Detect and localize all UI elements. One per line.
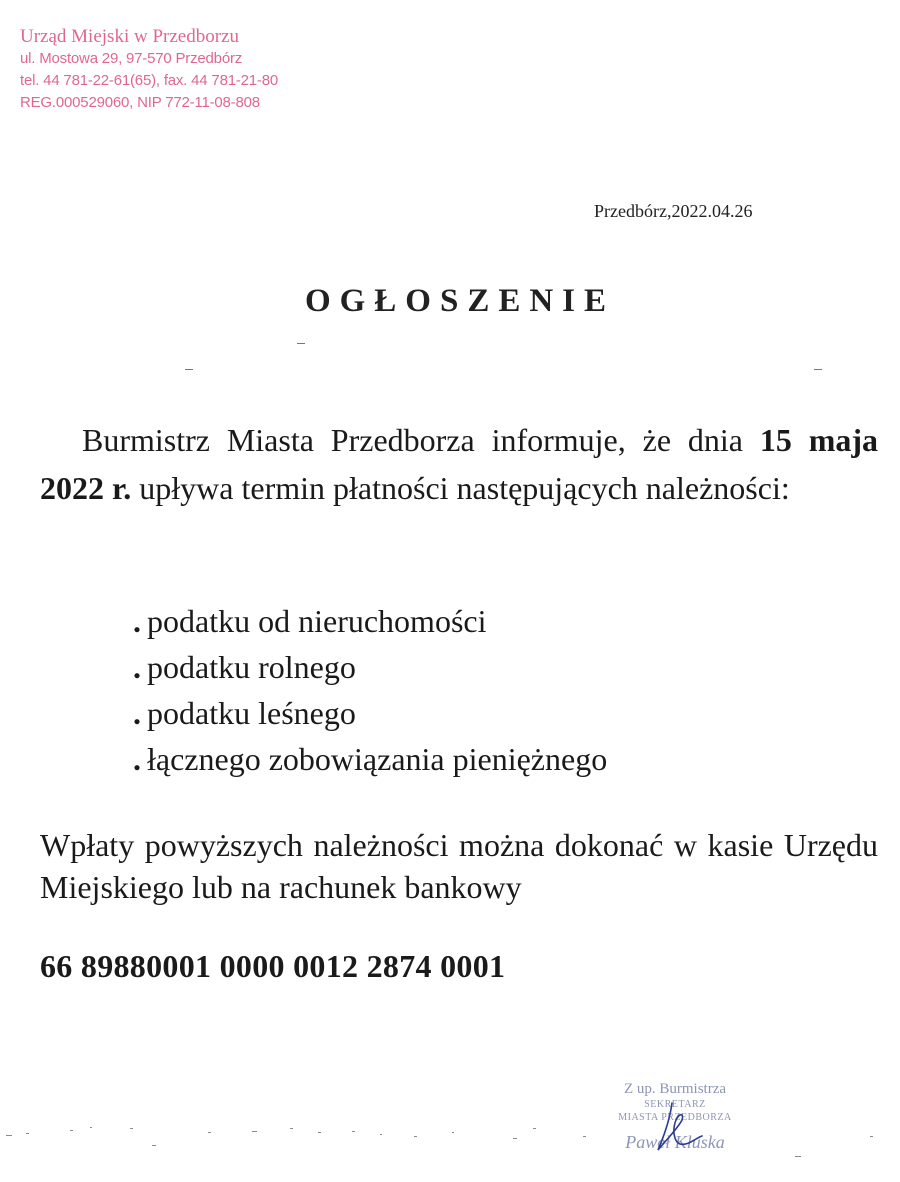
list-item-label: łącznego zobowiązania pieniężnego: [147, 741, 608, 777]
list-item-label: podatku od nieruchomości: [147, 603, 487, 639]
list-item: . podatku rolnego: [133, 649, 356, 685]
list-item: . podatku leśnego: [133, 695, 356, 731]
intro-text-end: upływa termin płatności następujących należności:: [139, 470, 790, 506]
list-item: . łącznego zobowiązania pieniężnego: [133, 741, 608, 777]
deadline-date: 15 maja 2022 r.: [40, 422, 879, 506]
intro-text-start: Burmistrz Miasta Przedborza informuje, że dnia: [82, 422, 743, 458]
office-stamp-phone: tel. 44 781-22-61(65), fax. 44 781-21-80: [20, 72, 279, 89]
signature-stamp-role: SEKRETARZ: [644, 1099, 706, 1110]
place-date: Przedbórz,2022.04.26: [594, 201, 753, 221]
office-stamp-name: Urząd Miejski w Przedborzu: [20, 26, 239, 47]
list-item: . podatku od nieruchomości: [133, 603, 487, 639]
list-item-label: podatku rolnego: [147, 649, 356, 685]
list-item-label: podatku leśnego: [147, 695, 356, 731]
signature-stamp-name: Paweł Kluska: [625, 1132, 725, 1152]
office-stamp-registry: REG.000529060, NIP 772-11-08-808: [20, 94, 260, 111]
bank-account-number: 66 89880001 0000 0012 2874 0001: [40, 948, 506, 984]
page-title: OGŁOSZENIE: [304, 283, 616, 319]
signature-stamp-title: Z up. Burmistrza: [623, 1081, 727, 1097]
payment-info: Wpłaty powyższych należności można dokonać w kasie Urzędu Miejskiego lub na rachunek bankowy: [40, 827, 878, 905]
signature-stamp-office: MIASTA PRZEDBORZA: [618, 1112, 732, 1123]
office-stamp-address: ul. Mostowa 29, 97-570 Przedbórz: [20, 50, 243, 67]
